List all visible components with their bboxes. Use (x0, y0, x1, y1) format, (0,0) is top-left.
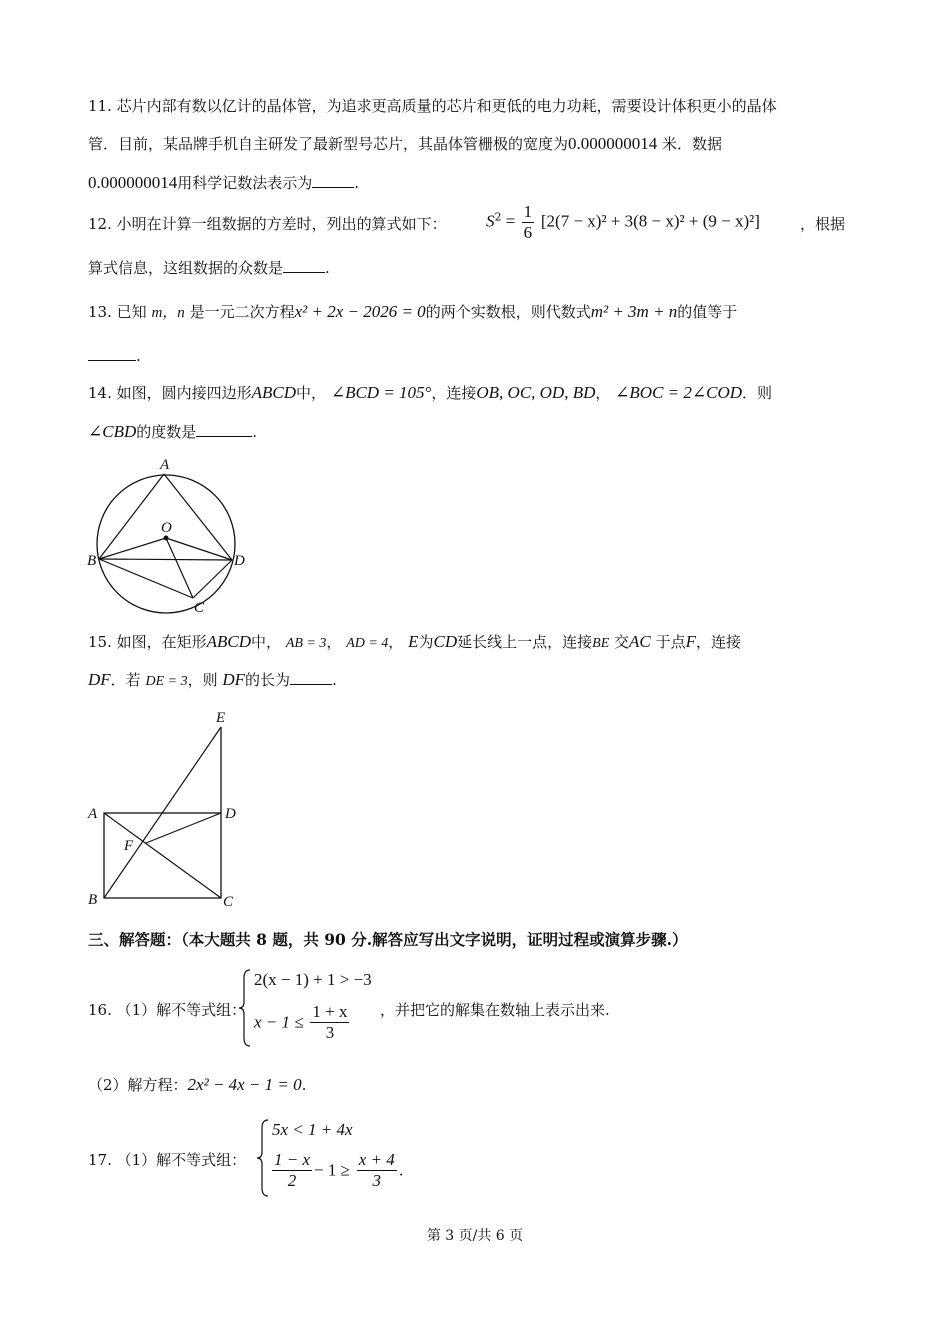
q13-number: 13. (88, 303, 112, 321)
q14-number: 14. (88, 384, 112, 402)
q15-text1c: ， (388, 633, 404, 651)
q14-text1b: 中， (296, 384, 327, 402)
label-a: A (88, 806, 98, 822)
q15-df-repeat: DF (222, 670, 246, 689)
q15-e: E (408, 632, 419, 651)
q12-line1 (88, 214, 447, 234)
q15-text1b: 中， (251, 633, 282, 651)
q14-line2: ∠CBD的度数是 . (88, 422, 258, 441)
q14-text1a: 如图，圆内接四边形 (116, 384, 252, 402)
q15-text2b: ，则 (187, 671, 218, 689)
q15-text1f: 交 (614, 633, 630, 651)
segment-od (166, 538, 232, 560)
q11-value-repeat: 0.000000014 (88, 173, 178, 192)
q15-text2c: 的长为 (245, 671, 291, 689)
segment-ab (99, 474, 164, 559)
q14-circle-figure (82, 452, 252, 620)
q13-vars: m，n (151, 305, 185, 321)
q17-line1 (88, 1150, 246, 1170)
q15-text1d: 为 (418, 633, 434, 651)
label-b: B (87, 553, 97, 569)
q11-line3: 0.000000014用科学记数法表示为 . (88, 173, 360, 192)
q13-equation: x² + 2x − 2026 = 0 (294, 302, 426, 321)
q15-text1g: 于点 (655, 633, 686, 651)
q16-line2: （2）解方程：2x² − 4x − 1 = 0. (88, 1075, 307, 1094)
segment-ob (99, 538, 166, 559)
q12-formula-lhs: S (486, 211, 495, 231)
q16-tail: ，并把它的解集在数轴上表示出来. (380, 1001, 610, 1019)
q13-text1b: 是一元二次方程 (189, 303, 295, 321)
q16-ineq2: x − 1 ≤ $\frac{1 + x}{3}$ (254, 1002, 348, 1042)
q15-text1h: ，连接 (695, 633, 741, 651)
label-c: C (194, 600, 205, 616)
q12-number: 12. (88, 215, 112, 233)
page-footer: 第 3 页/共 6 页 (426, 1228, 524, 1244)
q13-text1c: 的两个实数根，则代数式 (425, 303, 591, 321)
q16-equation: 2x² − 4x − 1 = 0 (187, 1075, 302, 1094)
q15-be: BE (592, 636, 610, 651)
q14-quad: ABCD (251, 383, 297, 402)
label-a: A (160, 457, 170, 473)
q14-text1d: ， (595, 384, 611, 402)
q15-rect: ABCD (206, 632, 252, 651)
q15-text2a: ．若 (110, 671, 141, 689)
q13-text1d: 的值等于 (677, 303, 738, 321)
q14-text1e: ．则 (742, 384, 773, 402)
q14-angle2: ∠BOC = 2∠COD (615, 383, 743, 402)
q12-fraction: $\frac{1}{6}$ (523, 202, 533, 242)
center-point-o (164, 536, 169, 541)
q13-expr: m² + 3m + n (590, 302, 678, 321)
q17-brace (256, 1118, 270, 1198)
q15-f: F (685, 632, 696, 651)
q14-angle1: ∠BCD = 105° (330, 383, 432, 402)
q15-ac: AC (629, 632, 651, 651)
q12-text2: 算式信息，这组数据的众数是 (88, 259, 284, 277)
label-d: D (234, 553, 245, 569)
segment-df (146, 813, 221, 843)
q11-number: 11. (88, 97, 112, 115)
q12-text1: 小明在计算一组数据的方差时，列出的算式如下： (116, 215, 447, 233)
q15-line1: 15. 如图，在矩形ABCD中， AB = 3， AD = 4， E为CD延长线上一点，连接BE 交AC 于点F，连接 (88, 632, 741, 651)
q14-text1c: ，连接 (431, 384, 477, 402)
circumcircle (97, 475, 235, 613)
q17-ineq1: 5x < 1 + 4x (272, 1120, 353, 1139)
q15-de: DE = 3 (145, 674, 188, 689)
q16-part2: （2）解方程： (88, 1076, 188, 1094)
q14-answer-blank[interactable] (196, 422, 252, 437)
q16-number: 16. (88, 1001, 112, 1019)
q15-df: DF (88, 670, 111, 689)
q13-line1 (88, 302, 737, 323)
q11-text2b: 米．数据 (662, 135, 723, 153)
label-c: C (223, 894, 234, 910)
q11-value: 0.000000014 (568, 134, 658, 153)
q17-ineq2: $\frac{1 - x}{2}$ − 1 ≥ $\frac{x + 4}{3}$ . (274, 1150, 404, 1190)
q15-cd: CD (433, 632, 458, 651)
q11-text2a: 管．目前，某品牌手机自主研发了最新型号芯片，其晶体管栅极的宽度为 (88, 135, 569, 153)
q13-answer-blank[interactable] (88, 346, 136, 361)
q14-text2: 的度数是 (136, 423, 197, 441)
q15-line2: DF．若 DE = 3，则 DF的长为 . (88, 670, 337, 689)
q12-formula-body: [2(7 − x)² + 3(8 − x)² + (9 − x)²] (540, 211, 760, 231)
section3-title: 三、解答题：（本大题共 8 题，共 90 分.解答应写出文字说明，证明过程或演算步骤.） (88, 930, 688, 949)
label-f: F (124, 838, 134, 854)
q14-angle3: ∠CBD (88, 422, 137, 441)
q14-line1 (88, 383, 772, 403)
segment-bc (99, 559, 193, 598)
label-b: B (88, 892, 98, 908)
segment-ad (164, 474, 232, 560)
label-o: O (161, 520, 172, 536)
q11-line2 (88, 134, 722, 154)
q11-answer-blank[interactable] (312, 173, 354, 188)
q12-line2: 算式信息，这组数据的众数是 . (88, 259, 330, 277)
q15-ab: AB = 3 (285, 636, 327, 651)
label-e: E (216, 710, 226, 726)
segment-ac (104, 813, 221, 898)
q16-line1 (88, 1000, 246, 1020)
q12-formula: $S^2$ = $\frac{1}{6}$ [2(7 − x)² + 3(8 − x)² + (9 − x)²] (486, 202, 760, 242)
q15-text1a: 如图，在矩形 (116, 633, 207, 651)
q15-answer-blank[interactable] (290, 670, 332, 685)
q15-ad: AD = 4 (346, 636, 389, 651)
q14-segments: OB, OC, OD, BD (476, 383, 596, 402)
q11-line1 (88, 96, 777, 116)
q13-text1a: 已知 (116, 303, 147, 321)
q11-text3: 用科学记数法表示为 (177, 174, 313, 192)
q17-number: 17. (88, 1151, 112, 1169)
segment-bd (99, 559, 232, 560)
q16-ineq1: 2(x − 1) + 1 > −3 (254, 970, 372, 989)
q12-answer-blank[interactable] (283, 258, 325, 273)
q12-text1b: ，根据 (800, 215, 846, 233)
q17-part1: （1）解不等式组： (116, 1151, 247, 1169)
q11-text1: 芯片内部有数以亿计的晶体管，为追求更高质量的芯片和更低的电力功耗，需要设计体积更小的晶体 (116, 97, 777, 115)
q16-brace (238, 968, 252, 1048)
q13-line2: . (88, 346, 141, 366)
label-d: D (225, 806, 236, 822)
q16-part1: （1）解不等式组： (116, 1001, 247, 1019)
q15-rectangle-figure (82, 705, 252, 913)
q15-text1e: 延长线上一点，连接 (457, 633, 593, 651)
q15-number: 15. (88, 633, 112, 651)
